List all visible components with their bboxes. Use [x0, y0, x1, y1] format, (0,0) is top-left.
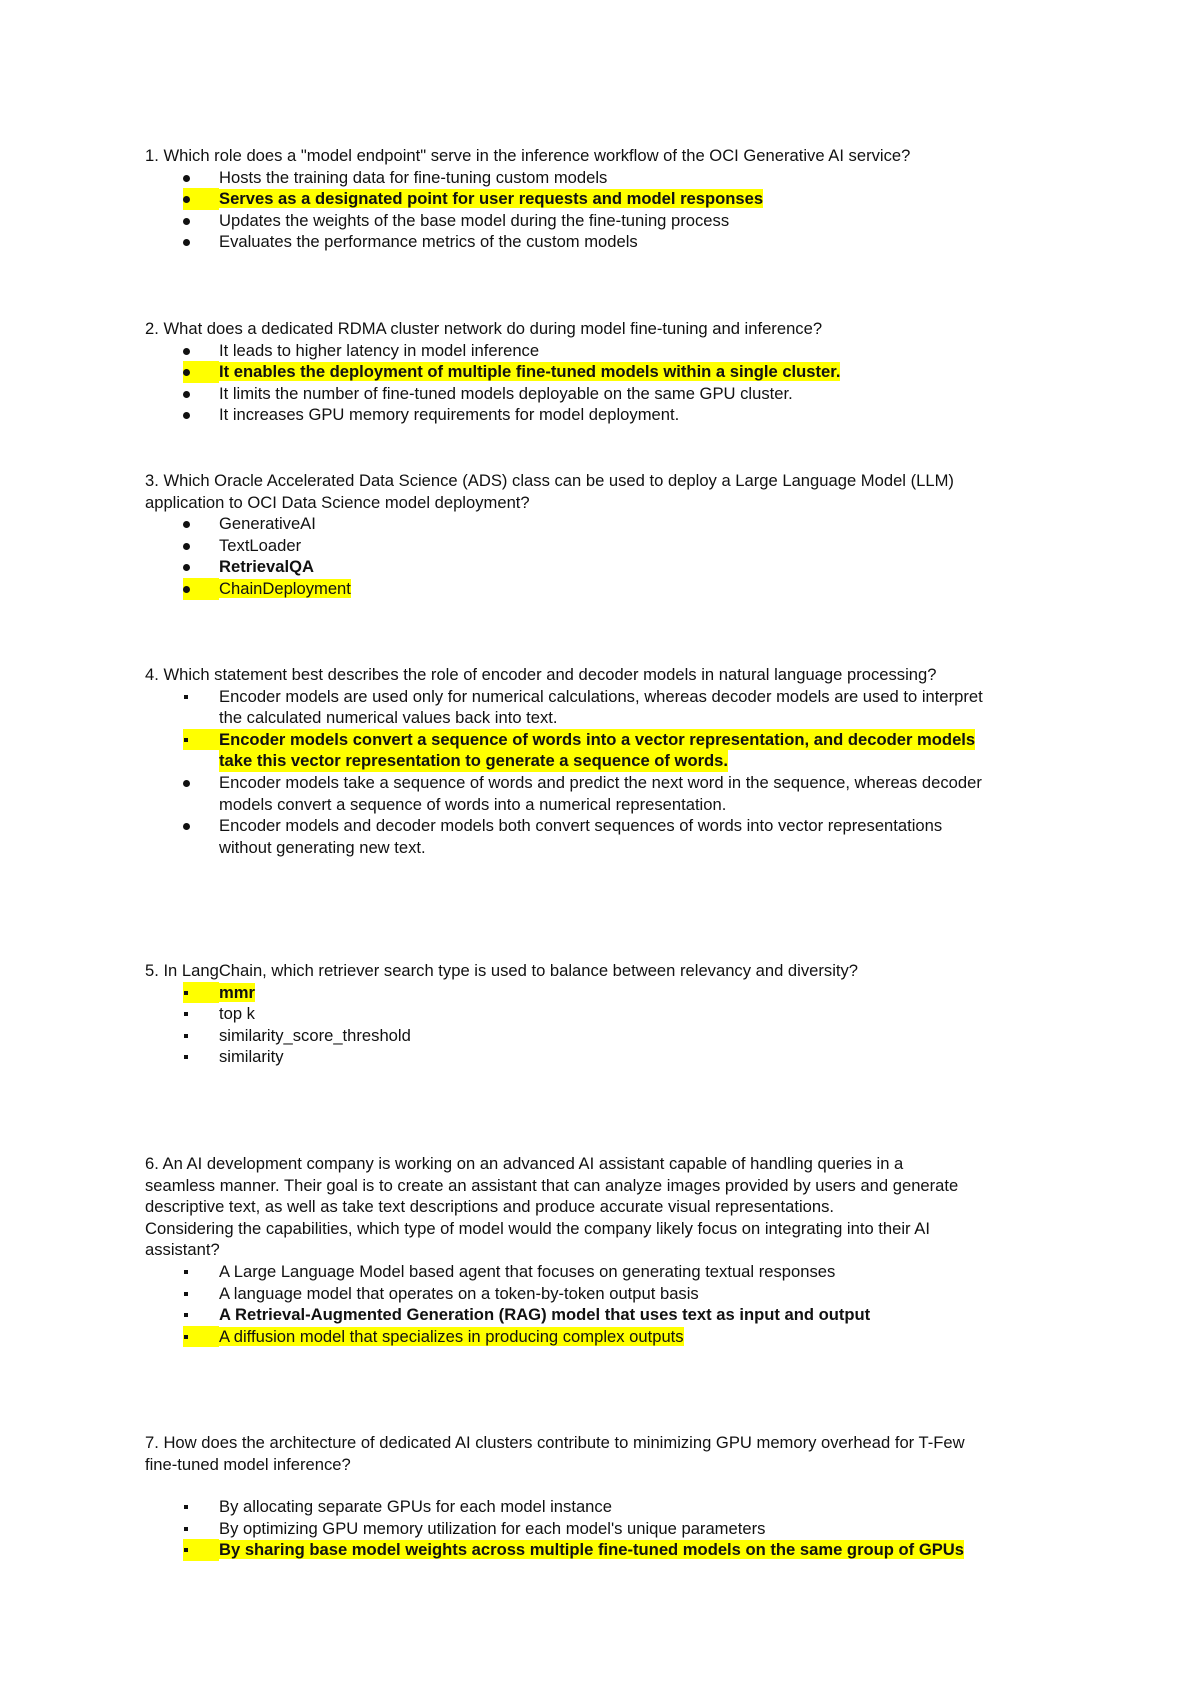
question-3 — [145, 470, 1065, 600]
question-4-text: 4. Which statement best describes the role of encoder and decoder models in natural language processing? — [145, 665, 937, 684]
option-text-highlighted: By sharing base model weights across multiple fine-tuned models on the same group of GPUs — [219, 1540, 965, 1560]
question-6-text-line: Considering the capabilities, which type of model would the company likely focus on integrating into their AI — [145, 1218, 930, 1238]
option-text: TextLoader — [219, 535, 302, 555]
question-2-option-4 — [145, 404, 1065, 426]
question-1-options — [145, 167, 1065, 253]
option-text: By allocating separate GPUs for each model instance — [219, 1497, 612, 1517]
option-text-line: models convert a sequence of words into a numerical representation. — [219, 794, 727, 814]
option-text-line-highlighted: Encoder models convert a sequence of words into a vector representation, and decoder models — [219, 729, 976, 749]
question-4-option-3 — [145, 772, 1065, 815]
question-2-option-3 — [145, 383, 1065, 405]
question-6-text-line: 6. An AI development company is working on an advanced AI assistant capable of handling queries in a — [145, 1154, 904, 1173]
question-5-text: 5. In LangChain, which retriever search type is used to balance between relevancy and diversity? — [145, 961, 859, 980]
bullet-dot-icon — [183, 188, 219, 210]
option-text-line: without generating new text. — [219, 837, 426, 857]
option-text: A Large Language Model based agent that focuses on generating textual responses — [219, 1261, 836, 1281]
option-text-line: the calculated numerical values back into text. — [219, 708, 558, 728]
question-5 — [145, 960, 1065, 1068]
question-6 — [145, 1153, 1065, 1347]
option-text: Hosts the training data for fine-tuning custom models — [219, 167, 608, 187]
option-text: It limits the number of fine-tuned models deployable on the same GPU cluster. — [219, 383, 793, 403]
option-text-highlighted: It enables the deployment of multiple fine-tuned models within a single cluster. — [219, 362, 841, 382]
bullet-square-icon — [183, 1539, 219, 1561]
question-5-option-3 — [145, 1025, 1065, 1047]
option-text-line-highlighted: take this vector representation to generate a sequence of words. — [219, 751, 729, 771]
option-text: It leads to higher latency in model inference — [219, 340, 540, 360]
option-text: similarity — [219, 1047, 284, 1067]
question-1-text: 1. Which role does a "model endpoint" serve in the inference workflow of the OCI Generative AI service? — [145, 146, 911, 165]
option-text-line: Encoder models are used only for numerical calculations, whereas decoder models are used to interpret — [219, 686, 983, 706]
option-text: top k — [219, 1004, 255, 1024]
question-6-text — [145, 1153, 1065, 1261]
question-2-option-1 — [145, 340, 1065, 362]
option-text: By optimizing GPU memory utilization for each model's unique parameters — [219, 1518, 766, 1538]
question-1-option-3 — [145, 210, 1065, 232]
question-2 — [145, 318, 1065, 426]
question-7-option-3 — [145, 1539, 1065, 1561]
question-5-option-2 — [145, 1003, 1065, 1025]
question-1-option-2 — [145, 188, 1065, 210]
question-6-option-4 — [145, 1326, 1065, 1348]
question-4-option-1 — [145, 686, 1065, 729]
bullet-square-icon — [183, 1326, 219, 1348]
question-7-text-line: fine-tuned model inference? — [145, 1454, 351, 1474]
option-text: It increases GPU memory requirements for model deployment. — [219, 405, 680, 425]
question-2-option-2 — [145, 361, 1065, 383]
question-6-options — [145, 1261, 1065, 1347]
question-6-text-line: descriptive text, as well as take text descriptions and produce accurate visual representations. — [145, 1197, 834, 1217]
question-7-text-line: 7. How does the architecture of dedicated AI clusters contribute to minimizing GPU memory overhead for T-Few — [145, 1433, 965, 1452]
question-5-option-4 — [145, 1046, 1065, 1068]
question-6-option-3 — [145, 1304, 1065, 1326]
question-6-text-line: seamless manner. Their goal is to create an assistant that can analyze images provided by users and generate — [145, 1175, 959, 1195]
question-3-option-3 — [145, 556, 1065, 578]
option-text: A language model that operates on a token-by-token output basis — [219, 1283, 699, 1303]
bullet-square-icon — [183, 729, 219, 751]
option-text-line: Encoder models take a sequence of words and predict the next word in the sequence, whereas decoder — [219, 772, 982, 792]
option-text-highlighted: A diffusion model that specializes in producing complex outputs — [219, 1326, 684, 1346]
question-3-option-1 — [145, 513, 1065, 535]
option-text-highlighted: Serves as a designated point for user requests and model responses — [219, 189, 764, 209]
bullet-square-icon — [183, 982, 219, 1004]
question-7-option-1 — [145, 1496, 1065, 1518]
question-1-option-1 — [145, 167, 1065, 189]
option-text-highlighted: ChainDeployment — [219, 578, 351, 598]
question-1-option-4 — [145, 231, 1065, 253]
question-3-option-4 — [145, 578, 1065, 600]
question-4-option-4 — [145, 815, 1065, 858]
bullet-dot-icon — [183, 361, 219, 383]
question-3-options — [145, 513, 1065, 599]
question-3-text-line: application to OCI Data Science model deployment? — [145, 492, 530, 512]
question-7 — [145, 1432, 1065, 1561]
question-6-option-1 — [145, 1261, 1065, 1283]
question-7-option-2 — [145, 1518, 1065, 1540]
question-7-text — [145, 1432, 1065, 1475]
option-text: similarity_score_threshold — [219, 1025, 411, 1045]
question-5-option-1 — [145, 982, 1065, 1004]
option-text: A Retrieval-Augmented Generation (RAG) model that uses text as input and output — [219, 1305, 871, 1325]
question-4 — [145, 664, 1065, 858]
question-6-text-line: assistant? — [145, 1240, 220, 1260]
option-text: Evaluates the performance metrics of the custom models — [219, 232, 638, 252]
question-3-option-2 — [145, 535, 1065, 557]
question-5-options — [145, 982, 1065, 1068]
question-2-text: 2. What does a dedicated RDMA cluster network do during model fine-tuning and inference? — [145, 319, 823, 338]
question-3-text-line: 3. Which Oracle Accelerated Data Science (ADS) class can be used to deploy a Large Language Model (LLM) — [145, 471, 954, 490]
option-text: RetrievalQA — [219, 557, 314, 577]
question-4-options — [145, 686, 1065, 859]
question-3-text — [145, 470, 1065, 513]
question-1 — [145, 145, 1065, 253]
question-2-options — [145, 340, 1065, 426]
option-text: Updates the weights of the base model during the fine-tuning process — [219, 210, 730, 230]
option-text-highlighted: mmr — [219, 982, 255, 1002]
question-6-option-2 — [145, 1283, 1065, 1305]
option-text-line: Encoder models and decoder models both convert sequences of words into vector representations — [219, 816, 943, 836]
option-text: GenerativeAI — [219, 514, 316, 534]
question-7-options — [145, 1496, 1065, 1561]
bullet-dot-icon — [183, 578, 219, 600]
question-4-option-2 — [145, 729, 1065, 772]
